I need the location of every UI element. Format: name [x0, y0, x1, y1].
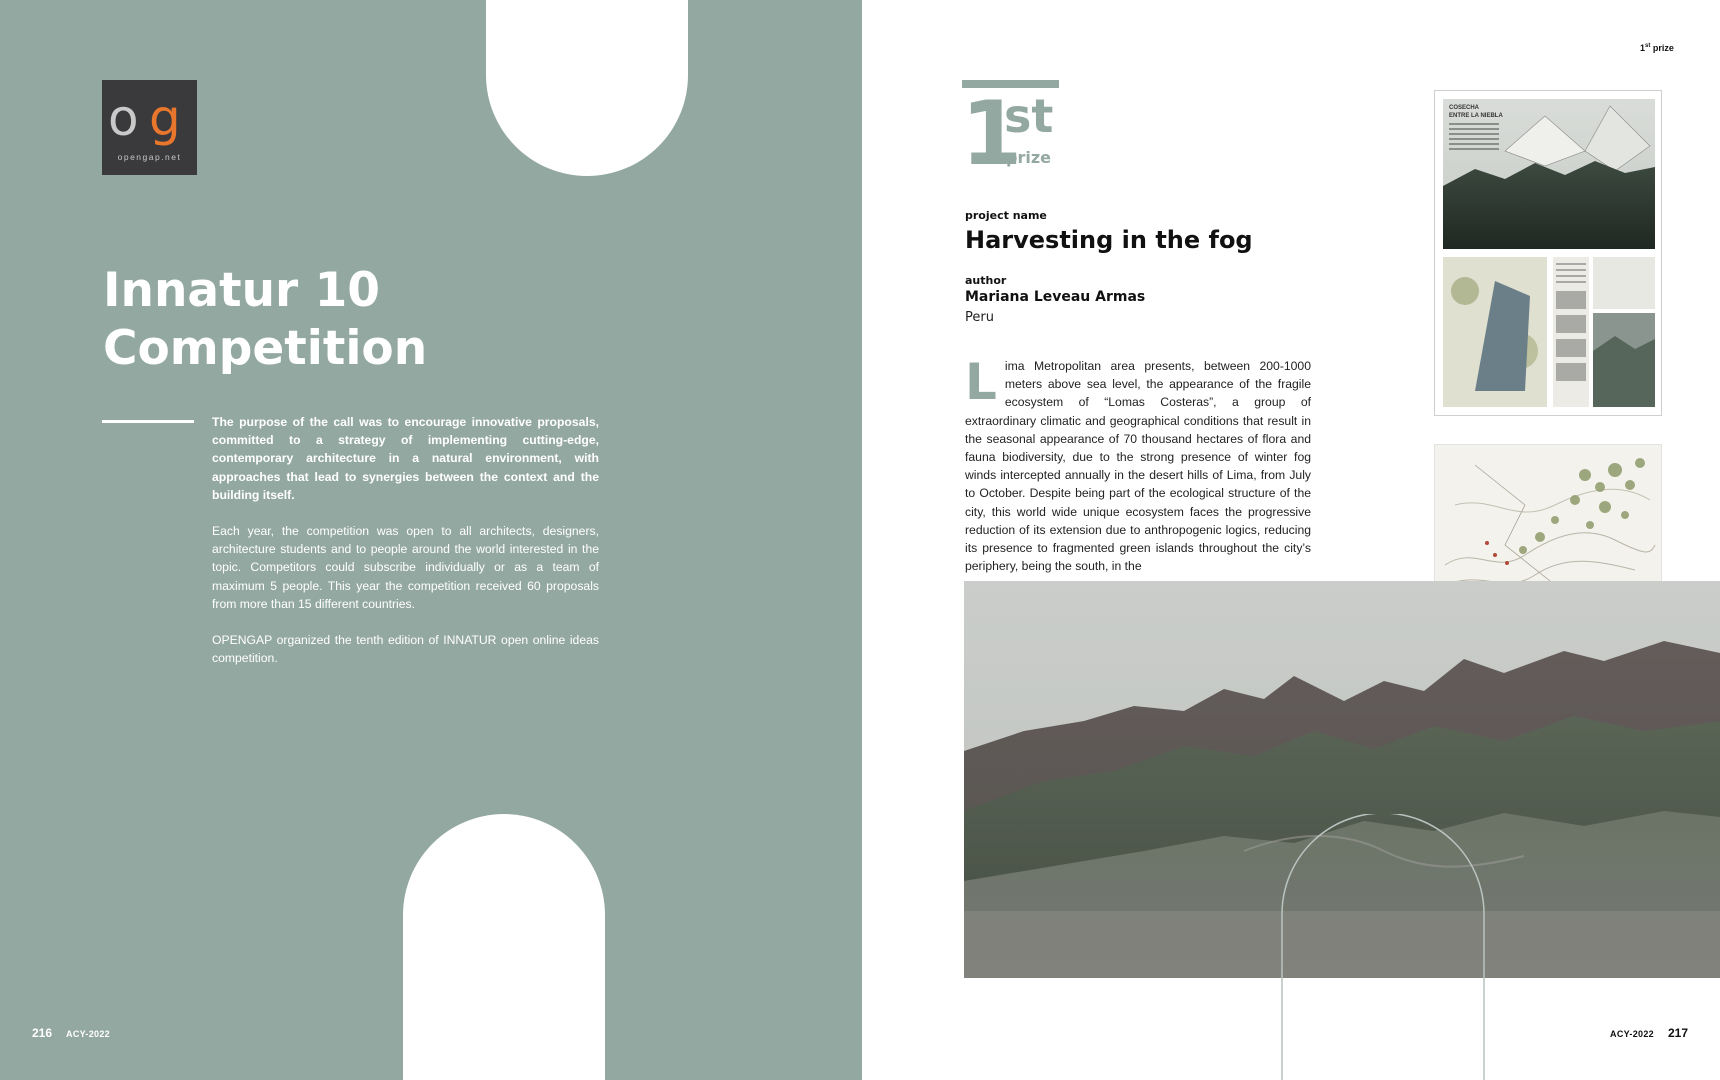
prize-suffix: st [1004, 89, 1054, 143]
page-number-right: 217 [1667, 1026, 1688, 1040]
logo-letter-o: o [108, 89, 137, 147]
intro-paragraph-2: Each year, the competition was open to all architects, designers, architecture students and to people around the world interested in the topic. Competitors could subscribe individually or as a team of maximum 5 people. This year the competition received 60 proposals from more than 15 different countries. [212, 524, 599, 611]
project-name-label: project name [965, 209, 1047, 222]
author-name: Mariana Leveau Armas [965, 289, 1146, 305]
page-number-left: 216 [32, 1026, 53, 1040]
folio-right [1610, 1026, 1688, 1040]
title-line-2: Competition [103, 321, 428, 376]
logo-letter-g: g [149, 89, 181, 147]
intro-rule [102, 420, 194, 423]
header-prize-tag [1640, 43, 1674, 53]
drop-cap: L [965, 353, 997, 411]
author-country: Peru [965, 310, 994, 325]
intro-text [212, 413, 599, 685]
arch-shape-top [486, 0, 688, 176]
logo-domain: opengap.net [117, 152, 182, 162]
article-body-text: ima Metropolitan area presents, between 200-1000 meters above sea level, the appearance of the fragile ecosystem of “Lomas Costeras”, a group of extraordinary climatic and geographical conditions that result in the seasonal appearance of 70 thousand hectares of flora and fauna biodiversity, due to the strong presence of winter fog winds intercepted annually in the desert hills of Lima, from July to October. Despite being part of the ecological structure of the city, this world wide unique ecosystem faces the progressive reduction of its extension due to anthropogenic logics, reducing its presence to fragmented green islands throughout the city’s periphery, being the south, in the [965, 359, 1311, 574]
board-title-1: COSECHA [1449, 105, 1480, 111]
arch-shape-bottom [403, 814, 605, 1080]
intro-paragraph-1: The purpose of the call was to encourage innovative proposals, committed to a strategy of implementing cutting-edge, contemporary architecture in a natural environment, with approaches that lead to synergies between the context and the building itself. [212, 415, 599, 502]
title-line-1: Innatur 10 [103, 263, 380, 318]
header-prize-sup: st [1645, 43, 1651, 49]
board-graphic [1435, 91, 1661, 415]
publication-left: ACY-2022 [66, 1029, 110, 1039]
board-title-2: ENTRE LA NIEBLA [1449, 113, 1503, 119]
opengap-logo [102, 80, 197, 175]
project-name: Harvesting in the fog [965, 226, 1253, 254]
page-title [103, 262, 703, 378]
publication-right: ACY-2022 [1610, 1029, 1654, 1039]
arch-outline [1280, 814, 1486, 1080]
folio-left [32, 1026, 110, 1040]
competition-board-image [1434, 90, 1662, 416]
article-body [965, 353, 1311, 575]
prize-number: 1 [961, 82, 1019, 185]
intro-paragraph-3: OPENGAP organized the tenth edition of INNATUR open online ideas competition. [212, 633, 599, 666]
header-prize-num: 1 [1640, 43, 1646, 53]
header-prize-word: prize [1652, 43, 1674, 53]
prize-word: prize [1006, 148, 1051, 167]
author-label: author [965, 274, 1007, 287]
